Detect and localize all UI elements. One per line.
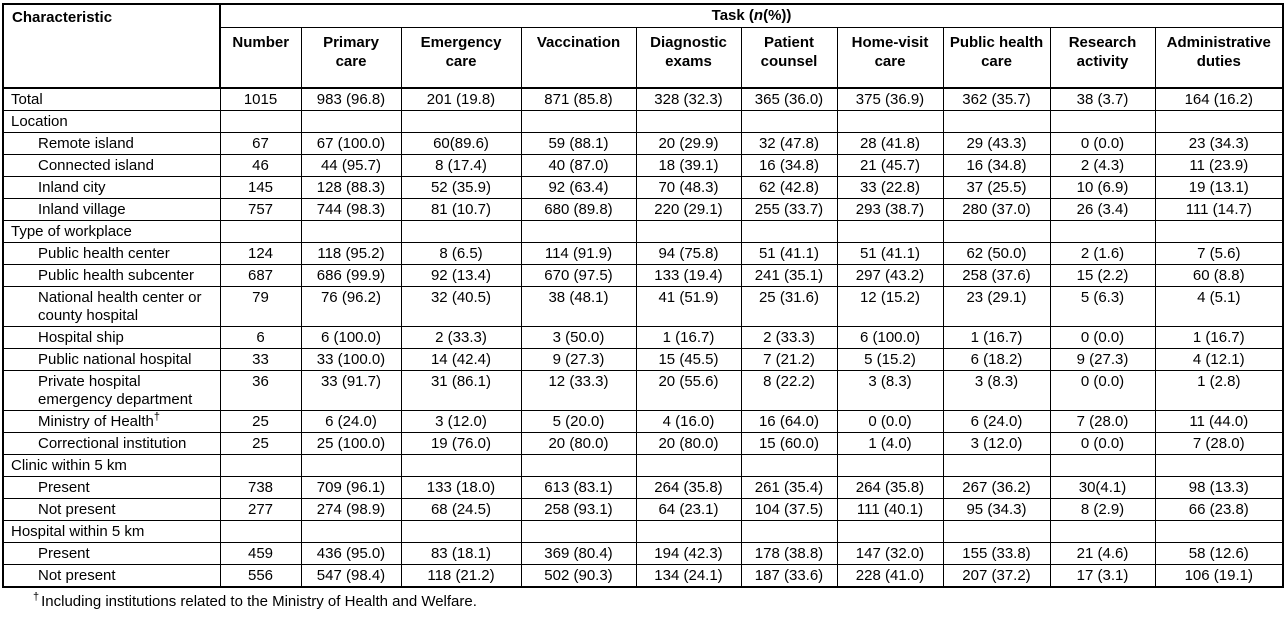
cell-national-health-center-or-county-hospital-number: 79 [220,287,301,327]
table-row-private-hospital-emergency-department [3,371,1283,411]
cell-not-present-diagnostic-exams: 64 (23.1) [636,499,741,521]
cell-correctional-institution-public-health-care: 3 (12.0) [943,433,1050,455]
dagger-icon: † [153,411,160,423]
cell-private-hospital-emergency-department-patient-counsel: 8 (22.2) [741,371,837,411]
cell-national-health-center-or-county-hospital-public-health-care: 23 (29.1) [943,287,1050,327]
cell-hospital-ship-research-activity: 0 (0.0) [1050,327,1155,349]
section-row-hospital-within-5-km [3,521,1283,543]
cell-inland-village-vaccination: 680 (89.8) [521,199,636,221]
cell-clinic-within-5-km-vaccination [521,455,636,477]
cell-not-present-research-activity: 17 (3.1) [1050,565,1155,588]
cell-location-patient-counsel [741,111,837,133]
cell-connected-island-vaccination: 40 (87.0) [521,155,636,177]
cell-inland-city-vaccination: 92 (63.4) [521,177,636,199]
cell-location-emergency-care [401,111,521,133]
cell-not-present-vaccination: 258 (93.1) [521,499,636,521]
cell-connected-island-patient-counsel: 16 (34.8) [741,155,837,177]
table-row-total [3,88,1283,111]
row-label: Correctional institution [3,433,220,455]
cell-inland-city-patient-counsel: 62 (42.8) [741,177,837,199]
row-label: Remote island [3,133,220,155]
cell-correctional-institution-diagnostic-exams: 20 (80.0) [636,433,741,455]
cell-public-national-hospital-public-health-care: 6 (18.2) [943,349,1050,371]
cell-type-of-workplace-home-visit-care [837,221,943,243]
cell-total-patient-counsel: 365 (36.0) [741,88,837,111]
table-row-remote-island [3,133,1283,155]
cell-not-present-number: 277 [220,499,301,521]
cell-public-health-center-emergency-care: 8 (6.5) [401,243,521,265]
cell-national-health-center-or-county-hospital-primary-care: 76 (96.2) [301,287,401,327]
cell-not-present-home-visit-care: 228 (41.0) [837,565,943,588]
cell-national-health-center-or-county-hospital-home-visit-care: 12 (15.2) [837,287,943,327]
cell-public-health-center-diagnostic-exams: 94 (75.8) [636,243,741,265]
cell-total-vaccination: 871 (85.8) [521,88,636,111]
cell-inland-village-home-visit-care: 293 (38.7) [837,199,943,221]
cell-location-primary-care [301,111,401,133]
cell-inland-city-diagnostic-exams: 70 (48.3) [636,177,741,199]
cell-type-of-workplace-diagnostic-exams [636,221,741,243]
cell-private-hospital-emergency-department-diagnostic-exams: 20 (55.6) [636,371,741,411]
row-label: Present [3,477,220,499]
footnote [33,593,1282,611]
cell-inland-village-public-health-care: 280 (37.0) [943,199,1050,221]
cell-correctional-institution-research-activity: 0 (0.0) [1050,433,1155,455]
cell-not-present-number: 556 [220,565,301,588]
cell-connected-island-administrative-duties: 11 (23.9) [1155,155,1283,177]
cell-private-hospital-emergency-department-public-health-care: 3 (8.3) [943,371,1050,411]
cell-type-of-workplace-vaccination [521,221,636,243]
cell-not-present-home-visit-care: 111 (40.1) [837,499,943,521]
cell-public-national-hospital-diagnostic-exams: 15 (45.5) [636,349,741,371]
cell-inland-village-diagnostic-exams: 220 (29.1) [636,199,741,221]
row-label: Public national hospital [3,349,220,371]
row-label: Public health center [3,243,220,265]
cell-type-of-workplace-primary-care [301,221,401,243]
row-label: Private hospital emergency department [3,371,220,411]
cell-public-national-hospital-vaccination: 9 (27.3) [521,349,636,371]
cell-remote-island-primary-care: 67 (100.0) [301,133,401,155]
column-header-home-visit-care: Home-visit care [837,27,943,88]
cell-ministry-of-health-home-visit-care: 0 (0.0) [837,411,943,433]
cell-present-home-visit-care: 147 (32.0) [837,543,943,565]
cell-remote-island-home-visit-care: 28 (41.8) [837,133,943,155]
cell-public-health-center-number: 124 [220,243,301,265]
cell-ministry-of-health-public-health-care: 6 (24.0) [943,411,1050,433]
table-row-inland-city [3,177,1283,199]
cell-present-emergency-care: 133 (18.0) [401,477,521,499]
column-header-public-health-care: Public health care [943,27,1050,88]
cell-hospital-ship-number: 6 [220,327,301,349]
cell-hospital-ship-patient-counsel: 2 (33.3) [741,327,837,349]
cell-ministry-of-health-patient-counsel: 16 (64.0) [741,411,837,433]
cell-total-public-health-care: 362 (35.7) [943,88,1050,111]
cell-connected-island-primary-care: 44 (95.7) [301,155,401,177]
section-row-type-of-workplace [3,221,1283,243]
cell-public-health-center-public-health-care: 62 (50.0) [943,243,1050,265]
table-row-not-present [3,565,1283,588]
cell-type-of-workplace-administrative-duties [1155,221,1283,243]
cell-inland-city-emergency-care: 52 (35.9) [401,177,521,199]
cell-present-diagnostic-exams: 264 (35.8) [636,477,741,499]
cell-total-primary-care: 983 (96.8) [301,88,401,111]
table-row-national-health-center-or-county-hospital [3,287,1283,327]
cell-not-present-diagnostic-exams: 134 (24.1) [636,565,741,588]
cell-location-administrative-duties [1155,111,1283,133]
cell-public-national-hospital-primary-care: 33 (100.0) [301,349,401,371]
cell-public-health-subcenter-vaccination: 670 (97.5) [521,265,636,287]
column-header-emergency-care: Emergency care [401,27,521,88]
cell-clinic-within-5-km-number [220,455,301,477]
cell-correctional-institution-home-visit-care: 1 (4.0) [837,433,943,455]
cell-total-emergency-care: 201 (19.8) [401,88,521,111]
row-label: Present [3,543,220,565]
row-label: Type of workplace [3,221,220,243]
cell-inland-village-administrative-duties: 111 (14.7) [1155,199,1283,221]
cell-hospital-within-5-km-primary-care [301,521,401,543]
cell-ministry-of-health-research-activity: 7 (28.0) [1050,411,1155,433]
cell-ministry-of-health-emergency-care: 3 (12.0) [401,411,521,433]
cell-clinic-within-5-km-home-visit-care [837,455,943,477]
cell-public-health-center-home-visit-care: 51 (41.1) [837,243,943,265]
cell-present-public-health-care: 267 (36.2) [943,477,1050,499]
cell-connected-island-public-health-care: 16 (34.8) [943,155,1050,177]
cell-public-health-center-primary-care: 118 (95.2) [301,243,401,265]
cell-total-number: 1015 [220,88,301,111]
cell-clinic-within-5-km-diagnostic-exams [636,455,741,477]
table-row-present [3,543,1283,565]
column-header-research-activity: Research activity [1050,27,1155,88]
cell-public-health-subcenter-research-activity: 15 (2.2) [1050,265,1155,287]
cell-type-of-workplace-patient-counsel [741,221,837,243]
cell-hospital-ship-diagnostic-exams: 1 (16.7) [636,327,741,349]
cell-national-health-center-or-county-hospital-research-activity: 5 (6.3) [1050,287,1155,327]
cell-location-public-health-care [943,111,1050,133]
cell-connected-island-diagnostic-exams: 18 (39.1) [636,155,741,177]
characteristic-header: Characteristic [3,4,220,88]
cell-hospital-within-5-km-public-health-care [943,521,1050,543]
cell-location-vaccination [521,111,636,133]
cell-not-present-public-health-care: 95 (34.3) [943,499,1050,521]
cell-present-administrative-duties: 98 (13.3) [1155,477,1283,499]
row-label: Public health subcenter [3,265,220,287]
cell-remote-island-number: 67 [220,133,301,155]
cell-inland-city-administrative-duties: 19 (13.1) [1155,177,1283,199]
cell-hospital-ship-vaccination: 3 (50.0) [521,327,636,349]
cell-type-of-workplace-number [220,221,301,243]
cell-public-national-hospital-patient-counsel: 7 (21.2) [741,349,837,371]
cell-present-diagnostic-exams: 194 (42.3) [636,543,741,565]
cell-present-patient-counsel: 261 (35.4) [741,477,837,499]
cell-hospital-ship-administrative-duties: 1 (16.7) [1155,327,1283,349]
cell-private-hospital-emergency-department-primary-care: 33 (91.7) [301,371,401,411]
cell-hospital-within-5-km-research-activity [1050,521,1155,543]
cell-inland-village-primary-care: 744 (98.3) [301,199,401,221]
cell-present-primary-care: 709 (96.1) [301,477,401,499]
column-header-number: Number [220,27,301,88]
cell-public-health-center-patient-counsel: 51 (41.1) [741,243,837,265]
cell-not-present-emergency-care: 68 (24.5) [401,499,521,521]
row-label: Not present [3,565,220,588]
cell-private-hospital-emergency-department-number: 36 [220,371,301,411]
cell-not-present-primary-care: 274 (98.9) [301,499,401,521]
cell-remote-island-patient-counsel: 32 (47.8) [741,133,837,155]
cell-inland-city-primary-care: 128 (88.3) [301,177,401,199]
cell-hospital-ship-primary-care: 6 (100.0) [301,327,401,349]
cell-present-research-activity: 30(4.1) [1050,477,1155,499]
cell-inland-city-number: 145 [220,177,301,199]
cell-type-of-workplace-emergency-care [401,221,521,243]
cell-private-hospital-emergency-department-emergency-care: 31 (86.1) [401,371,521,411]
cell-clinic-within-5-km-emergency-care [401,455,521,477]
cell-hospital-within-5-km-home-visit-care [837,521,943,543]
cell-connected-island-home-visit-care: 21 (45.7) [837,155,943,177]
row-label: Not present [3,499,220,521]
cell-location-research-activity [1050,111,1155,133]
cell-present-home-visit-care: 264 (35.8) [837,477,943,499]
column-header-vaccination: Vaccination [521,27,636,88]
cell-public-national-hospital-administrative-duties: 4 (12.1) [1155,349,1283,371]
cell-correctional-institution-number: 25 [220,433,301,455]
column-header-diagnostic-exams: Diagnostic exams [636,27,741,88]
cell-total-research-activity: 38 (3.7) [1050,88,1155,111]
row-label: Ministry of Health† [3,411,220,433]
cell-correctional-institution-primary-care: 25 (100.0) [301,433,401,455]
cell-not-present-patient-counsel: 104 (37.5) [741,499,837,521]
cell-location-diagnostic-exams [636,111,741,133]
cell-public-health-subcenter-public-health-care: 258 (37.6) [943,265,1050,287]
table-row-not-present [3,499,1283,521]
footnote-text: Including institutions related to the Ministry of Health and Welfare. [41,593,477,610]
cell-hospital-ship-home-visit-care: 6 (100.0) [837,327,943,349]
cell-public-health-subcenter-home-visit-care: 297 (43.2) [837,265,943,287]
cell-public-health-center-administrative-duties: 7 (5.6) [1155,243,1283,265]
cell-public-health-subcenter-patient-counsel: 241 (35.1) [741,265,837,287]
cell-hospital-ship-emergency-care: 2 (33.3) [401,327,521,349]
cell-correctional-institution-emergency-care: 19 (76.0) [401,433,521,455]
cell-present-emergency-care: 83 (18.1) [401,543,521,565]
column-header-primary-care: Primary care [301,27,401,88]
cell-present-research-activity: 21 (4.6) [1050,543,1155,565]
cell-not-present-primary-care: 547 (98.4) [301,565,401,588]
table-row-connected-island [3,155,1283,177]
cell-present-number: 459 [220,543,301,565]
cell-not-present-vaccination: 502 (90.3) [521,565,636,588]
cell-remote-island-public-health-care: 29 (43.3) [943,133,1050,155]
cell-present-primary-care: 436 (95.0) [301,543,401,565]
task-header-n: n [753,6,764,24]
cell-public-health-subcenter-emergency-care: 92 (13.4) [401,265,521,287]
cell-hospital-ship-public-health-care: 1 (16.7) [943,327,1050,349]
cell-correctional-institution-administrative-duties: 7 (28.0) [1155,433,1283,455]
cell-present-patient-counsel: 178 (38.8) [741,543,837,565]
cell-public-national-hospital-number: 33 [220,349,301,371]
cell-remote-island-vaccination: 59 (88.1) [521,133,636,155]
cell-inland-city-research-activity: 10 (6.9) [1050,177,1155,199]
cell-present-administrative-duties: 58 (12.6) [1155,543,1283,565]
cell-present-vaccination: 369 (80.4) [521,543,636,565]
table-row-present [3,477,1283,499]
column-header-administrative-duties: Administrative duties [1155,27,1283,88]
table-row-public-national-hospital [3,349,1283,371]
cell-inland-village-patient-counsel: 255 (33.7) [741,199,837,221]
cell-not-present-administrative-duties: 66 (23.8) [1155,499,1283,521]
cell-inland-city-home-visit-care: 33 (22.8) [837,177,943,199]
row-label: Connected island [3,155,220,177]
cell-ministry-of-health-vaccination: 5 (20.0) [521,411,636,433]
cell-inland-city-public-health-care: 37 (25.5) [943,177,1050,199]
characteristics-task-table [2,3,1284,588]
cell-connected-island-number: 46 [220,155,301,177]
column-header-patient-counsel: Patient counsel [741,27,837,88]
task-header-suffix: (%)) [763,6,792,24]
cell-total-diagnostic-exams: 328 (32.3) [636,88,741,111]
cell-hospital-within-5-km-diagnostic-exams [636,521,741,543]
footnote-dagger-icon: † [33,591,40,603]
cell-connected-island-research-activity: 2 (4.3) [1050,155,1155,177]
cell-total-home-visit-care: 375 (36.9) [837,88,943,111]
cell-public-health-subcenter-primary-care: 686 (99.9) [301,265,401,287]
cell-not-present-research-activity: 8 (2.9) [1050,499,1155,521]
cell-national-health-center-or-county-hospital-vaccination: 38 (48.1) [521,287,636,327]
row-label: Inland village [3,199,220,221]
table-row-ministry-of-health [3,411,1283,433]
section-row-location [3,111,1283,133]
cell-public-health-center-vaccination: 114 (91.9) [521,243,636,265]
cell-inland-village-emergency-care: 81 (10.7) [401,199,521,221]
cell-total-administrative-duties: 164 (16.2) [1155,88,1283,111]
row-label: Hospital within 5 km [3,521,220,543]
cell-national-health-center-or-county-hospital-diagnostic-exams: 41 (51.9) [636,287,741,327]
cell-remote-island-emergency-care: 60(89.6) [401,133,521,155]
task-group-header-row [3,4,1283,27]
cell-location-home-visit-care [837,111,943,133]
cell-ministry-of-health-administrative-duties: 11 (44.0) [1155,411,1283,433]
row-label: National health center or county hospital [3,287,220,327]
cell-private-hospital-emergency-department-home-visit-care: 3 (8.3) [837,371,943,411]
cell-national-health-center-or-county-hospital-emergency-care: 32 (40.5) [401,287,521,327]
table-row-hospital-ship [3,327,1283,349]
cell-not-present-public-health-care: 207 (37.2) [943,565,1050,588]
cell-ministry-of-health-diagnostic-exams: 4 (16.0) [636,411,741,433]
cell-national-health-center-or-county-hospital-administrative-duties: 4 (5.1) [1155,287,1283,327]
cell-remote-island-research-activity: 0 (0.0) [1050,133,1155,155]
cell-remote-island-administrative-duties: 23 (34.3) [1155,133,1283,155]
cell-type-of-workplace-public-health-care [943,221,1050,243]
row-label: Total [3,88,220,111]
cell-hospital-within-5-km-administrative-duties [1155,521,1283,543]
task-header-prefix: Task ( [711,6,754,24]
cell-not-present-emergency-care: 118 (21.2) [401,565,521,588]
cell-national-health-center-or-county-hospital-patient-counsel: 25 (31.6) [741,287,837,327]
table-row-public-health-center [3,243,1283,265]
cell-private-hospital-emergency-department-administrative-duties: 1 (2.8) [1155,371,1283,411]
cell-clinic-within-5-km-administrative-duties [1155,455,1283,477]
cell-connected-island-emergency-care: 8 (17.4) [401,155,521,177]
cell-remote-island-diagnostic-exams: 20 (29.9) [636,133,741,155]
cell-private-hospital-emergency-department-vaccination: 12 (33.3) [521,371,636,411]
cell-public-health-subcenter-diagnostic-exams: 133 (19.4) [636,265,741,287]
cell-public-health-subcenter-administrative-duties: 60 (8.8) [1155,265,1283,287]
cell-location-number [220,111,301,133]
cell-hospital-within-5-km-vaccination [521,521,636,543]
row-label: Hospital ship [3,327,220,349]
cell-correctional-institution-patient-counsel: 15 (60.0) [741,433,837,455]
cell-ministry-of-health-primary-care: 6 (24.0) [301,411,401,433]
table-row-correctional-institution [3,433,1283,455]
cell-not-present-patient-counsel: 187 (33.6) [741,565,837,588]
cell-hospital-within-5-km-emergency-care [401,521,521,543]
row-label: Clinic within 5 km [3,455,220,477]
cell-public-national-hospital-research-activity: 9 (27.3) [1050,349,1155,371]
cell-correctional-institution-vaccination: 20 (80.0) [521,433,636,455]
task-group-header [220,4,1283,27]
cell-private-hospital-emergency-department-research-activity: 0 (0.0) [1050,371,1155,411]
table-row-inland-village [3,199,1283,221]
cell-present-vaccination: 613 (83.1) [521,477,636,499]
cell-public-health-subcenter-number: 687 [220,265,301,287]
row-label: Inland city [3,177,220,199]
table-row-public-health-subcenter [3,265,1283,287]
cell-not-present-administrative-duties: 106 (19.1) [1155,565,1283,588]
cell-clinic-within-5-km-public-health-care [943,455,1050,477]
cell-clinic-within-5-km-primary-care [301,455,401,477]
cell-hospital-within-5-km-number [220,521,301,543]
cell-present-public-health-care: 155 (33.8) [943,543,1050,565]
cell-clinic-within-5-km-research-activity [1050,455,1155,477]
cell-public-national-hospital-emergency-care: 14 (42.4) [401,349,521,371]
section-row-clinic-within-5-km [3,455,1283,477]
cell-type-of-workplace-research-activity [1050,221,1155,243]
cell-inland-village-number: 757 [220,199,301,221]
cell-ministry-of-health-number: 25 [220,411,301,433]
cell-public-health-center-research-activity: 2 (1.6) [1050,243,1155,265]
cell-hospital-within-5-km-patient-counsel [741,521,837,543]
cell-inland-village-research-activity: 26 (3.4) [1050,199,1155,221]
row-label: Location [3,111,220,133]
cell-clinic-within-5-km-patient-counsel [741,455,837,477]
cell-public-national-hospital-home-visit-care: 5 (15.2) [837,349,943,371]
cell-present-number: 738 [220,477,301,499]
